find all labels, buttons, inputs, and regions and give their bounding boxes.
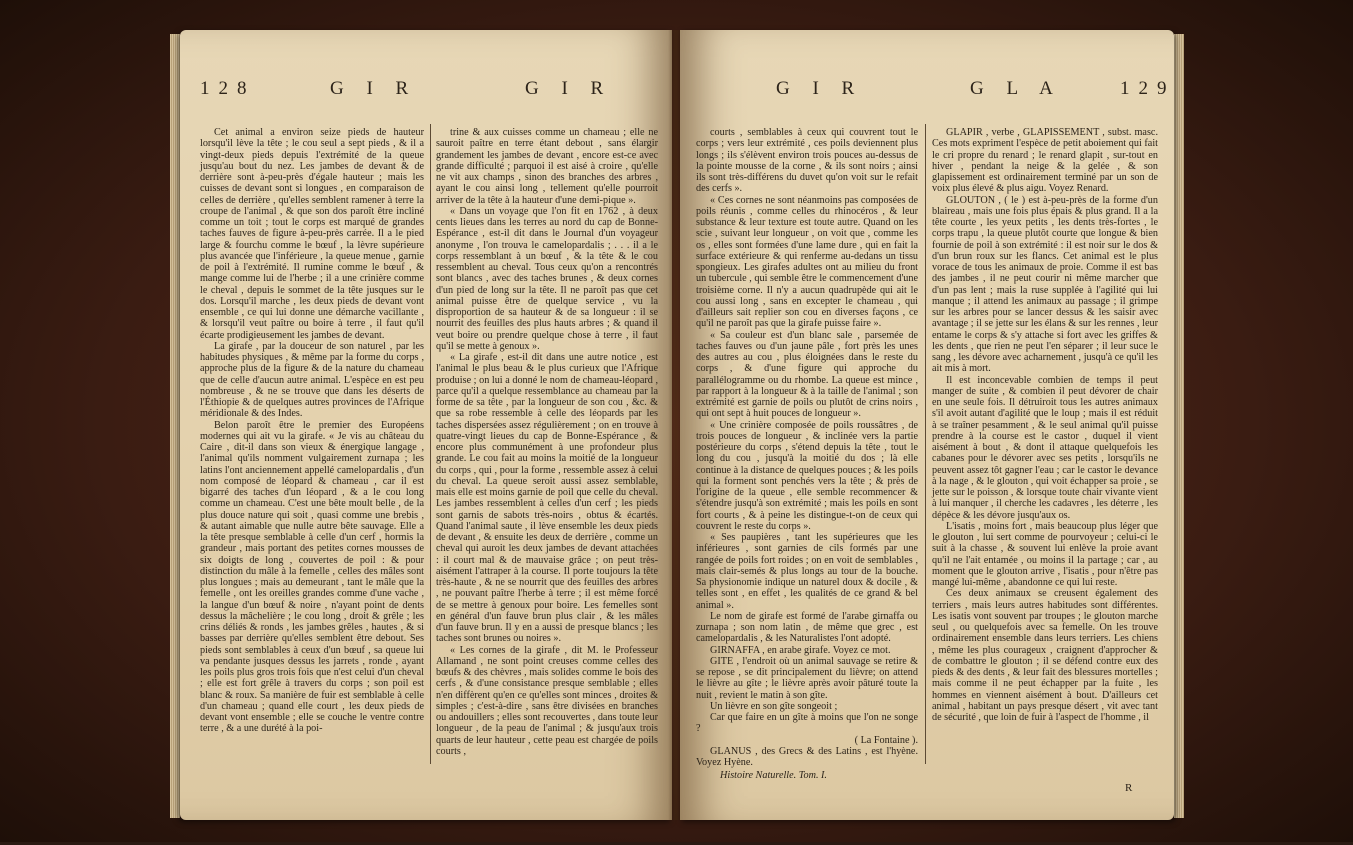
paragraph: Ces deux animaux se creusent également des terriers , mais leurs autres habitudes sont différentes. Les isatis vont souvent par troupes ; le glouton marche seul , ou quelquefois avec sa femelle. On les trouve ordinairement ensemble dans leurs terriers. Les chiens , même les plus courageux , craignent d'approcher & de combattre le glouton ; il se défend contre eux des pieds & des dents , & leur fait des blessures mortelles ; mais comme il ne peut échapper par la fuite , les hommes en viennent aisément à bout. D'ailleurs cet animal , habitant un pays presque désert , vit avec tant de sécurité , que loin de fuir à l'aspect de l'homme , il [932,588,1158,723]
column-rule [925,124,926,764]
page-number: 129 [1120,78,1176,99]
paragraph: GLANUS , des Grecs & des Latins , est l'hyène. Voyez Hyène. [696,745,918,768]
running-head: G L A [970,78,1062,99]
paragraph: « Dans un voyage que l'on fit en 1762 , à deux cents lieues dans les terres au nord du cap de Bonne-Espérance , est-il dit dans le Journal d'un voyageur anonyme , l'on trouva le camelopardalis ; . . . il a le corps ressemblant à un bœuf , & la tête & le cou ressemblent au cheval. Tous ceux qu'on a rencontrés sont blancs , avec des taches brunes , & deux cornes d'un pied de long sur la tête. Il ne paroît pas que cet animal puisse être de quelque service , vu la disproportion de sa hauteur & de sa longueur : il se nourrit des feuilles des plus hauts arbres ; & quand il veut boire ou prendre quelque chose à terre , il faut qu'il se mette à genoux ». [436,205,658,352]
left-page [180,30,672,820]
paragraph: Cet animal a environ seize pieds de hauteur lorsqu'il lève la tête ; le cou seul a sept pieds , & il a vingt-deux pieds depuis l'extrémité de la queue jusqu'au bout du nez. Les jambes de devant & de derrière sont à-peu-près d'égale hauteur ; mais les cuisses de devant sont si longues , en comparaison de celles de derrière , qu'elles semblent ramener à terre la croupe de l'animal , & que son dos paroît être incliné comme un toit ; tout le corps est marqué de grandes taches fauves de figure à-peu-près carrée. Il a le pied large & fourchu comme le bœuf , la lèvre supérieure plus avancée que l'inférieure , la queue menue , garnie de poil à l'extrémité. Il rumine comme le bœuf , & mange comme lui de l'herbe ; il a une crinière comme le cheval , depuis le sommet de la tête jusques sur le dos. Lorsqu'il marche , les deux pieds de devant vont ensemble , ce qui lui donne une démarche vacillante , & lorsqu'il veut paître ou boire à terre , il faut qu'il écarte prodigieusement les jambes de devant. [200,127,424,341]
right-page [680,30,1174,820]
paragraph: GITE , l'endroit où un animal sauvage se retire & se repose , se dit principalement du lièvre; on attend le lièvre au gîte ; le lièvre après avoir pâturé toute la nuit , revient le matin à son gîte. [696,655,918,701]
running-head: G I R [776,78,864,99]
paragraph: « Une crinière composée de poils roussâtres , de trois pouces de longueur , & inclinée vers la partie postérieure du corps , s'étend depuis la tête , tout le long du cou , jusqu'à la moitié du dos ; là elle continue à la distance de quelques pouces ; & les poils qui la forment sont penchés vers la tête ; & près de l'origine de la queue , elle semble recommencer & s'étendre jusqu'à son extrémité ; mais les poils en sont fort courts , & à peine les distingue-t-on de ceux qui couvrent le reste du corps ». [696,419,918,532]
paragraph: trine & aux cuisses comme un chameau ; elle ne sauroit paître en terre étant debout , sans élargir grandement les jambes de devant , encore est-ce avec grande difficulté ; parquoi il est aisé à croire , qu'elle ne vit aux champs , sinon des branches des arbres , ayant le cou ainsi long , tellement qu'elle pourroit arriver de la tête à la hauteur d'une demi-pique ». [436,127,658,206]
paragraph: L'isatis , moins fort , mais beaucoup plus léger que le glouton , lui sert comme de pourvoyeur ; celui-ci le suit à la chasse , & souvent lui enlève la proie avant qu'il ne l'ait entamée , ou moins il la partage ; car , au moment que le glouton arrive , l'isatis , pour n'être pas mangé lui-même , abandonne ce qui lui reste. [932,520,1158,588]
page-number: 128 [200,78,256,99]
text-column-2 [436,127,658,845]
paragraph: « Les cornes de la girafe , dit M. le Professeur Allamand , ne sont point creuses comme celles des bœufs & des chèvres , mais solides comme le bois des cerfs , & d'une consistance presque semblable ; elles n'en diffèrent qu'en ce qu'elles sont minces , droites & simples ; c'est-à-dire , sans être divisées en branches ou andouillers ; elles sont recouvertes , dans toute leur longueur , de la peau de l'animal ; & jusqu'aux trois quarts de leur hauteur , cette peau est chargée de poils courts , [436,644,658,757]
text-column-2 [932,127,1158,777]
paragraph: GIRNAFFA , en arabe girafe. Voyez ce mot. [710,644,891,656]
paragraph: « Ces cornes ne sont néanmoins pas composées de poils réunis , comme celles du rhinocéros , & leur substance & leur texture est toute autre. Quand on les scie , suivant leur longueur , on voit que , comme les os , elles sont formées d'une lame dure , qui en fait la surface extérieure & qui renferme au-dedans un tissu spongieux. Les girafes adultes ont au milieu du front un tubercule , qui semble être le commencement d'une troisième corne. Il n'y a aucun quadrupède qui ait le cou aussi long , sans en excepter le chameau , qui d'ailleurs sait replier son cou en diverses façons , ce qu'il ne paroît pas que la girafe puisse faire ». [696,194,918,330]
text-column-1 [200,127,424,845]
paragraph: Le nom de girafe est formé de l'arabe girnaffa ou zurnapa ; son nom latin , de même que grec , est camelopardalis , & les Naturalistes l'ont adopté. [696,610,918,645]
paragraph: ( La Fontaine ). [854,734,918,746]
signature-mark: R [1125,782,1133,794]
running-head: G I R [525,78,613,99]
running-head: G I R [330,78,418,99]
paragraph: courts , semblables à ceux qui couvrent tout le corps ; vers leur extrémité , ces poils deviennent plus longs ; ils s'élèvent environ trois pouces au-dessus de la pointe mousse de la corne , & ils sont noirs ; ainsi ils sont très-différens du duvet qu'on voit sur le refait des cerfs ». [696,127,918,195]
paragraph: « La girafe , est-il dit dans une autre notice , est l'animal le plus beau & le plus curieux que l'Afrique produise ; on lui a donné le nom de chameau-léopard , parce qu'il a quelque ressemblance au chameau par la forme de sa tête , par la longueur de son cou , &c. & que sa robe ressemble à celle des léopards par les taches dispersées assez régulièrement ; on en trouve à quatre-vingt lieues du cap de Bonne-Espérance , & encore plus communément à une profondeur plus grande. Le cou fait au moins la moitié de la longueur du corps , qui , pour la forme , ressemble assez à celui du cheval. La queue seroit aussi assez semblable, mais elle est moins garnie de poil que celle du cheval. Les jambes ressemblent à celles d'un cerf ; les pieds sont garnis de sabots très-noirs , obtus & écartés. Quand l'animal saute , il lève ensemble les deux pieds de devant , & ensuite les deux de derrière , comme un cheval qui auroit les deux jambes de devant attachées : il court mal & de mauvaise grâce ; on peut très-aisément l'attraper à la course. Il porte toujours la tête très-haute , & ne se nourrit que des feuilles des arbres , ne pouvant paître l'herbe à terre ; il est même forcé de se mettre à genoux pour boire. Les femelles sont en général d'un fauve brun plus clair , & les mâles d'un fauve brun. Il y en a aussi de presque blancs ; les taches sont brunes ou noires ». [436,352,658,645]
paragraph: GLOUTON , ( le ) est à-peu-près de la forme d'un blaireau , mais une fois plus épais & plus grand. Il a la tête courte , les yeux petits , les dents très-fortes , le corps trapu , la queue plutôt courte que longue & bien fournie de poil à son extrémité : il est noir sur le dos & d'un brun roux sur les flancs. Cet animal est le plus vorace de tous les animaux de proie. Comme il est bas des jambes , il ne peut courir ni même marcher que d'un pas lent ; mais la ruse supplée à l'agilité qui lui manque ; il attend les animaux au passage ; il grimpe sur les arbres pour se lancer dessus & les saisir avec avantage ; il se jette sur les élans & sur les rennes , leur entame le corps & s'y attache si fort avec les griffes & les dents , que rien ne peut l'en séparer ; il leur suce le sang , les dévore avec acharnement , jusqu'à ce qu'il les ait mis à mort. [932,194,1158,375]
paragraph: Belon paroît être le premier des Européens modernes qui ait vu la girafe. « Je vis au château du Caire , dit-il dans son vieux & énergique langage , l'animal qu'ils nomment vulgairement zurnapa ; les latins l'ont anciennement appellé camelopardalis , d'un nom composé de léopard & chameau , car il est bigarré des taches d'un léopard , & a le cou long comme un chameau. C'est une bête moult belle , de la plus douce nature qui soit , quasi comme une brebis , & autant aimable que nulle autre bête sauvage. Elle a la tête presque semblable à celle d'un cerf , hormis la grandeur , mais portant des petites cornes mousses de six doigts de long , couvertes de poil : & pour distinction du mâle à la femelle , celles des mâles sont plus longues ; mais au demeurant , tant le mâle que la femelle , ont les oreilles grandes comme d'une vache , la langue d'un bœuf & noire , n'ayant point de dents dessus la mâchelière ; le cou long , droit & grêle ; les crins déliés & ronds , les jambes grêles , hautes , & si basses par derrière qu'elles semblent être debout. Ses pieds sont semblables à ceux d'un bœuf , sa queue lui va pendante jusques dessus les jarrets , ronde , ayant les poils plus gros trois fois que n'est celui d'un cheval ; elle est fort grêle à travers du corps ; son poil est blanc & roux. Sa manière de fuir est semblable à celle d'un chameau ; quand elle court , les deux pieds de devant vont ensemble ; elle se couche le ventre contre terre , & a une durété à la poi- [200,419,424,735]
paragraph: Un lièvre en son gîte songeoit ; [710,700,838,712]
page-edges-right [1174,34,1184,818]
page-footer: Histoire Naturelle. Tom. I. [720,770,827,781]
column-rule [430,124,431,764]
paragraph: GLAPIR , verbe , GLAPISSEMENT , subst. masc. Ces mots expriment l'espèce de petit aboiement qui fait le cri propre du renard ; le renard glapit , sur-tout en hiver , pendant la neige & la gelée , & son glapissement est ordinairement terminé par un son de voix plus élevé & plus aigu. Voyez Renard. [932,127,1158,195]
text-column-1 [696,127,918,768]
paragraph: Il est inconcevable combien de temps il peut manger de suite , & combien il peut dévorer de chair en une seule fois. Il détruiroit tous les autres animaux s'il avoit autant d'agilité que le loup ; mais il est réduit à se traîner pesamment , & le seul animal qu'il puisse prendre à la course est le castor , duquel il vient aisément à bout , & dont il attaque quelquefois les cabanes pour le dévorer avec ses petits , lorsqu'ils ne peuvent assez tôt gagner l'eau ; car le castor le devance à la nage , & le glouton , qui voit échapper sa proie , se jette sur le poisson , & lorsque toute chair vivante vient à lui manquer , il cherche les cadavres , les déterre , les dépèce & les dévore jusqu'aux os. [932,374,1158,521]
paragraph: « Ses paupières , tant les supérieures que les inférieures , sont garnies de cils formés par une rangée de poils fort roides ; on en voit de semblables , mais clair-semés & plus longs au tour de la bouche. Sa physionomie indique un naturel doux & docile , & telles sont , en effet , les qualités de ce grand & bel animal ». [696,532,918,611]
paragraph: « Sa couleur est d'un blanc sale , parsemée de taches fauves ou d'un jaune pâle , fort près les unes des autres au cou , plus éloignées dans le reste du corps , & d'une figure qui approche du parallélogramme ou du rhombe. La queue est mince , par rapport à la longueur & à la taille de l'animal ; son extrémité est garnie de poils ou plutôt de crins noirs , qui ont sept à huit pouces de longueur ». [696,329,918,420]
paragraph: La girafe , par la douceur de son naturel , par les habitudes physiques , & même par la forme du corps , approche plus de la figure & de la nature du chameau que de celle d'aucun autre animal. L'espèce en est peu nombreuse , & ne se trouve que dans les déserts de l'Éthiopie & de quelques autres provinces de l'Afrique méridionale & des Indes. [200,340,424,420]
paragraph: Car que faire en un gîte à moins que l'on ne songe ? [696,712,918,735]
page-edges-left [170,34,180,818]
